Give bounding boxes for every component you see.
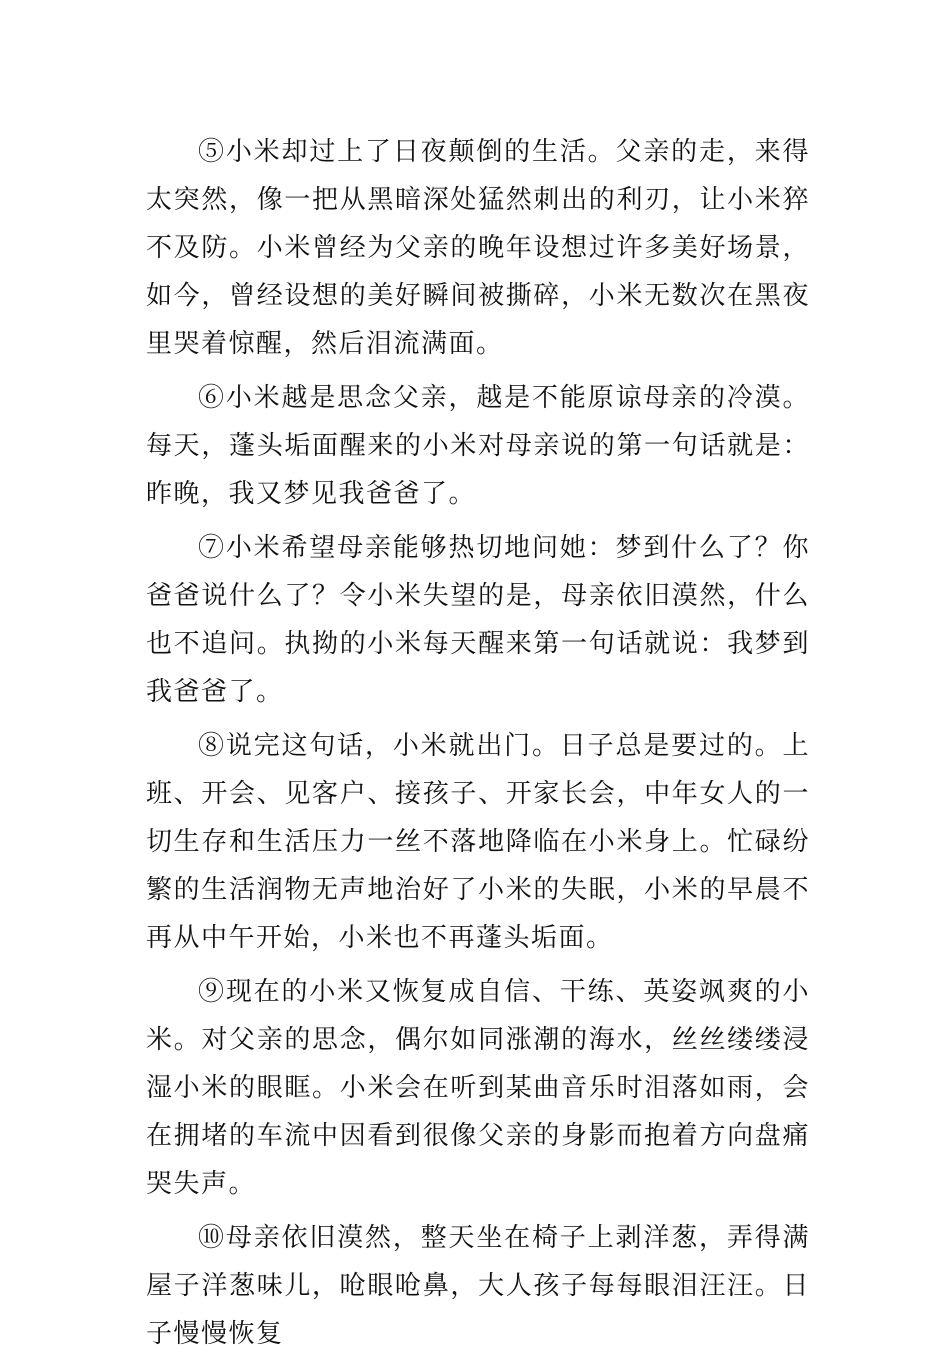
paragraph-6: ⑥小米越是思念父亲，越是不能原谅母亲的冷漠。每天，蓬头垢面醒来的小米对母亲说的第一句话就是：昨晚，我又梦见我爸爸了。	[146, 383, 810, 509]
paragraph-10: ⑩母亲依旧漠然，整天坐在椅子上剥洋葱，弄得满屋子洋葱味儿，呛眼呛鼻，大人孩子每每眼泪汪汪。日子慢慢恢复	[146, 1223, 810, 1349]
paragraph-9: ⑨现在的小米又恢复成自信、干练、英姿飒爽的小米。对父亲的思念，偶尔如同涨潮的海水，丝丝缕缕浸湿小米的眼眶。小米会在听到某曲音乐时泪落如雨，会在拥堵的车流中因看到很像父亲的身影而抱着方向盘痛哭失声。	[146, 977, 810, 1199]
paragraph-8: ⑧说完这句话，小米就出门。日子总是要过的。上班、开会、见客户、接孩子、开家长会，中年女人的一切生存和生活压力一丝不落地降临在小米身上。忙碌纷繁的生活润物无声地治好了小米的失眠，小米的早晨不再从中午开始，小米也不再蓬头垢面。	[146, 731, 810, 953]
paragraph-5: ⑤小米却过上了日夜颠倒的生活。父亲的走，来得太突然，像一把从黑暗深处猛然刺出的利刃，让小米猝不及防。小米曾经为父亲的晚年设想过许多美好场景，如今，曾经设想的美好瞬间被撕碎，小米无数次在黑夜里哭着惊醒，然后泪流满面。	[146, 137, 810, 359]
paragraph-7: ⑦小米希望母亲能够热切地问她：梦到什么了？你爸爸说什么了？令小米失望的是，母亲依旧漠然，什么也不追问。执拗的小米每天醒来第一句话就说：我梦到我爸爸了。	[146, 533, 810, 707]
document-page	[146, 128, 810, 1364]
